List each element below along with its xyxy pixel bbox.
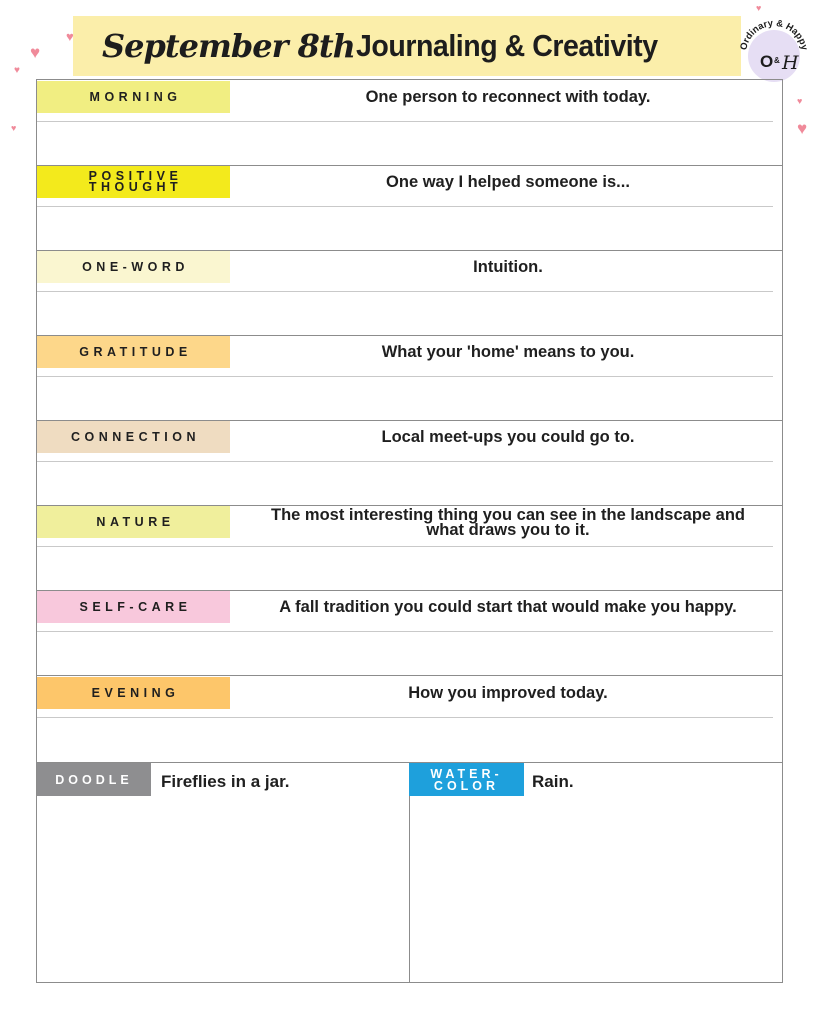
heart-icon: ♥: [14, 65, 20, 76]
logo-ampersand: &: [774, 56, 780, 65]
section-prompt: How you improved today.: [408, 684, 608, 702]
section-prompt-line: The most interesting thing you can see in the landscape and: [270, 505, 745, 524]
section-morning: [37, 80, 782, 166]
writing-line: [37, 376, 773, 377]
doodle-label: DOODLE: [37, 763, 151, 796]
page-date: September 8th: [102, 27, 355, 65]
heart-icon: ♥: [66, 29, 74, 44]
logo-brand-text: Ordinary & Happy: [738, 17, 810, 52]
section-gratitude: [37, 335, 782, 421]
section-prompt: What your 'home' means to you.: [381, 343, 635, 361]
section-label: MORNING: [37, 81, 230, 113]
section-prompt-line: what draws you to it.: [426, 520, 590, 539]
writing-line: [37, 461, 773, 462]
writing-line: [37, 631, 773, 632]
writing-line: [37, 206, 773, 207]
logo-letter-o: O: [760, 52, 774, 71]
creative-boxes: [36, 762, 783, 983]
section-connection: [37, 420, 782, 506]
section-label: [37, 166, 230, 198]
page-title: Journaling & Creativity: [356, 28, 658, 63]
section-prompt: [238, 506, 778, 539]
heart-icon: ♥: [30, 43, 41, 62]
section-label-line: POSITIVE: [88, 169, 183, 183]
section-evening: [37, 676, 782, 762]
heart-icon: ♥: [756, 3, 762, 13]
section-label: ONE-WORD: [37, 251, 230, 283]
watercolor-label: [409, 763, 524, 796]
section-prompt: Intuition.: [473, 258, 543, 276]
heart-icon: ♥: [11, 123, 17, 133]
section-label: GRATITUDE: [37, 336, 230, 368]
logo-letter-h: H: [782, 52, 799, 74]
watercolor-label-line: WATER-: [430, 766, 503, 781]
section-nature: [37, 505, 782, 591]
ordinary-happy-logo: [738, 14, 810, 86]
section-prompt: A fall tradition you could start that would make you happy.: [279, 598, 737, 616]
writing-line: [37, 546, 773, 547]
writing-line: [37, 291, 773, 292]
writing-line: [37, 121, 773, 122]
prompt-sections: [36, 79, 783, 763]
heart-icon: ♥: [797, 119, 808, 138]
watercolor-label-line: COLOR: [433, 778, 500, 793]
section-label: CONNECTION: [37, 421, 230, 453]
section-label: SELF-CARE: [37, 591, 230, 623]
section-self-care: [37, 590, 782, 676]
heart-icon: ♥: [797, 96, 803, 106]
section-label-line: THOUGHT: [88, 180, 183, 194]
doodle-prompt: Fireflies in a jar.: [161, 772, 290, 791]
section-positive-thought: [37, 165, 782, 251]
section-one-word: [37, 250, 782, 336]
section-prompt: One way I helped someone is...: [386, 173, 630, 191]
section-prompt: One person to reconnect with today.: [365, 88, 651, 106]
section-label: EVENING: [37, 677, 230, 709]
watercolor-prompt: Rain.: [532, 772, 574, 791]
section-prompt: Local meet-ups you could go to.: [381, 428, 635, 446]
writing-line: [37, 717, 773, 718]
section-label: NATURE: [37, 506, 230, 538]
